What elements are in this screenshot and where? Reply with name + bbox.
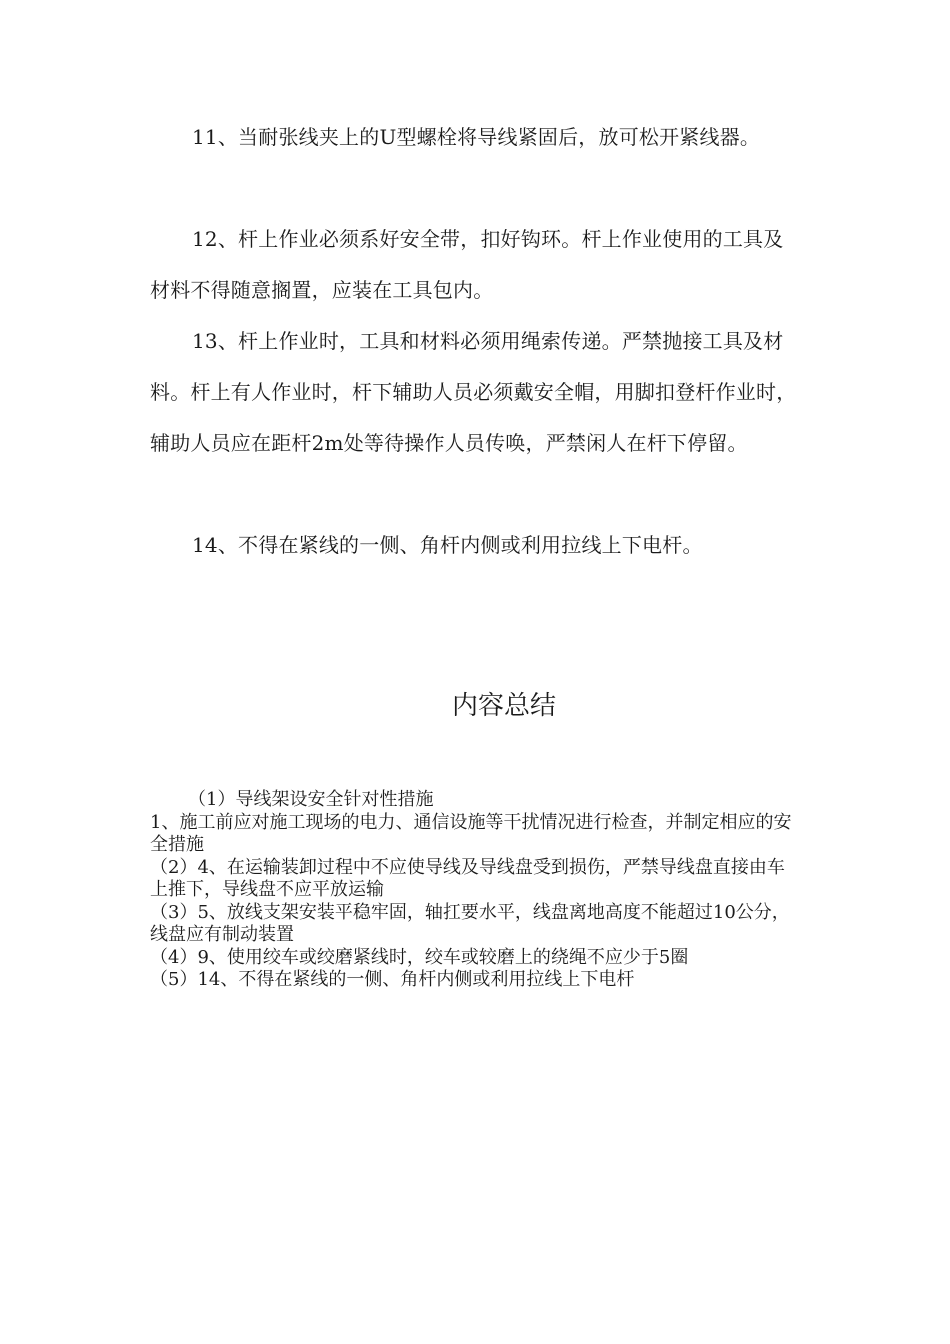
paragraph-12: 12、杆上作业必须系好安全带，扣好钩环。杆上作业使用的工具及材料不得随意搁置，应装在工具包内。	[150, 227, 784, 302]
summary-line: （4）9、使用绞车或绞磨紧线时，绞车或较磨上的绕绳不应少于5圈	[150, 946, 689, 968]
summary-line: （1）导线架设安全针对性措施	[188, 789, 434, 810]
summary-line: 1、施工前应对施工现场的电力、通信设施等干扰情况进行检查，并制定相应的安全措施	[150, 811, 792, 855]
paragraph-14: 14、不得在紧线的一侧、角杆内侧或利用拉线上下电杆。	[192, 533, 703, 557]
paragraph-13: 13、杆上作业时，工具和材料必须用绳索传递。严禁抛接工具及材料。杆上有人作业时，杆下辅助人员必须戴安全帽，用脚扣登杆作业时，辅助人员应在距杆2m处等待操作人员传唤，严禁闲人在杆下停留。	[150, 329, 797, 455]
summary-block	[150, 789, 800, 992]
summary-line: （5）14、不得在紧线的一侧、角杆内侧或利用拉线上下电杆	[150, 969, 635, 990]
summary-line: （2）4、在运输装卸过程中不应使导线及导线盘受到损伤，严禁导线盘直接由车上推下，导线盘不应平放运输	[150, 856, 785, 900]
paragraph-11: 11、当耐张线夹上的U型螺栓将导线紧固后，放可松开紧线器。	[192, 125, 761, 149]
summary-title: 内容总结	[451, 691, 556, 721]
summary-line: （3）5、放线支架安装平稳牢固，轴扛要水平，线盘离地高度不能超过10公分，线盘应有制动装置	[150, 901, 790, 945]
